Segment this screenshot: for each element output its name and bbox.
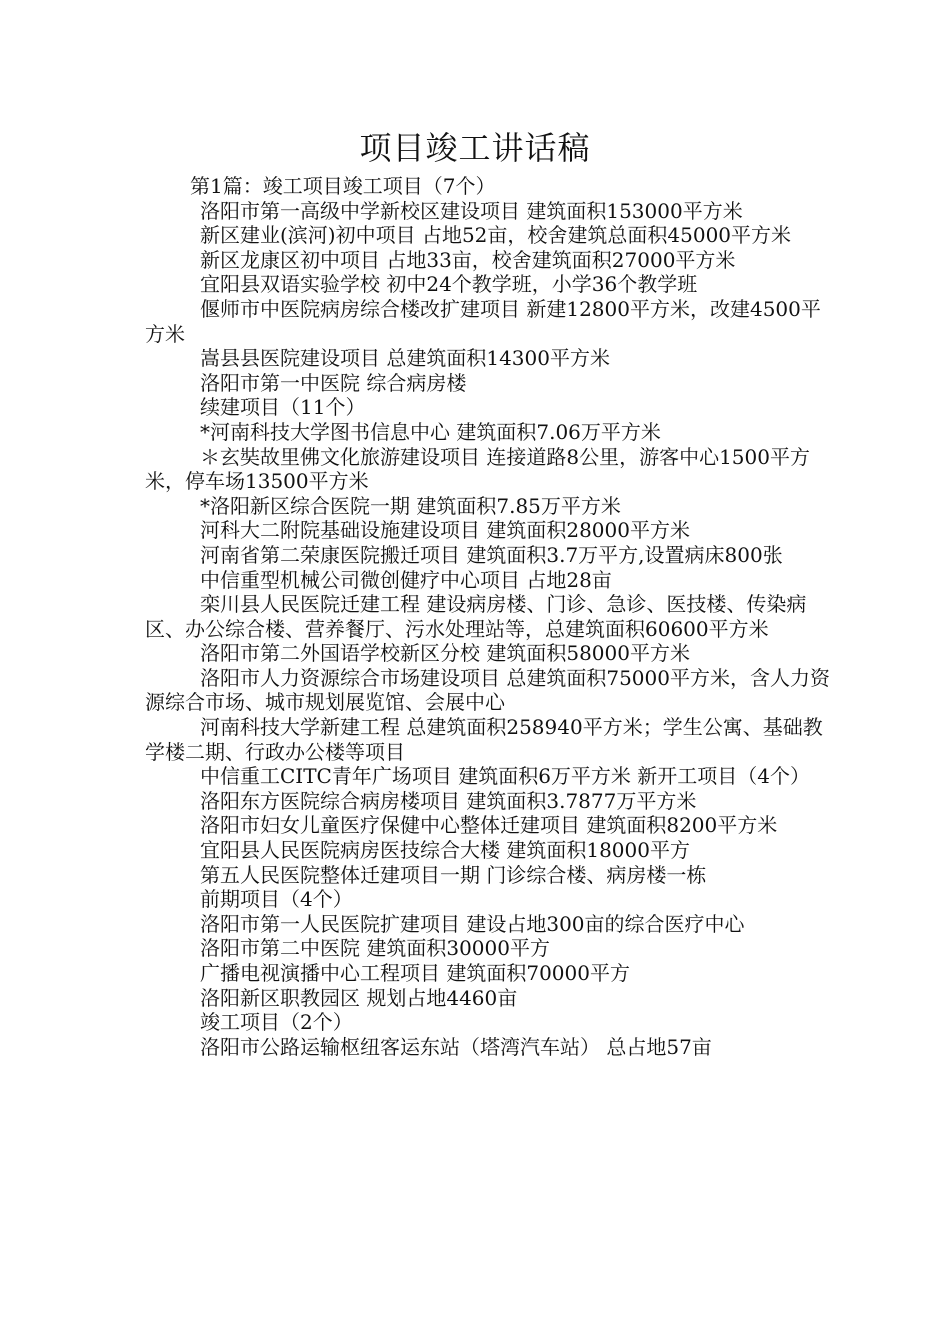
project-entry: *河南科技大学图书信息中心 建筑面积7.06万平方米 [200,419,661,444]
project-entry: 新区建业(滨河)初中项目 占地52亩，校舍建筑总面积45000平方米 [200,223,792,248]
project-entry: 宜阳县人民医院病房医技综合大楼 建筑面积18000平方 [200,838,690,863]
document-title: 项目竣工讲话稿 [359,129,591,167]
project-entry: 河科大二附院基础设施建设项目 建筑面积28000平方米 [200,518,690,543]
project-entry: *洛阳新区综合医院一期 建筑面积7.85万平方米 [200,493,621,518]
project-entry: 洛阳市第一高级中学新校区建设项目 建筑面积153000平方米 [200,198,743,223]
section-heading: 前期项目（4个） [200,887,353,912]
project-entry: 偃师市中医院病房综合楼改扩建项目 新建12800平方米，改建4500平方米 [145,296,821,346]
project-entry: 中信重型机械公司微创健疗中心项目 占地28亩 [200,567,612,592]
project-entry: 洛阳市妇女儿童医疗保健中心整体迁建项目 建筑面积8200平方米 [200,813,778,838]
project-entry: ＊玄奘故里佛文化旅游建设项目 连接道路8公里，游客中心1500平方米，停车场13500平方米 [145,444,810,494]
section-heading: 第1篇：竣工项目竣工项目（7个） [190,174,496,198]
project-entry: 洛阳市第二外国语学校新区分校 建筑面积58000平方米 [200,641,690,666]
project-entry: 嵩县县医院建设项目 总建筑面积14300平方米 [200,346,610,371]
document-body [145,174,830,1059]
project-entry: 中信重工CITC青年广场项目 建筑面积6万平方米 新开工项目（4个） [200,764,811,789]
project-entry: 洛阳市第一人民医院扩建项目 建设占地300亩的综合医疗中心 [200,911,745,936]
project-entry: 洛阳市人力资源综合市场建设项目 总建筑面积75000平方米，含人力资源综合市场、城市规划展览馆、会展中心 [145,665,830,715]
project-entry: 新区龙康区初中项目 占地33亩，校舍建筑面积27000平方米 [200,247,736,272]
project-entry: 栾川县人民医院迁建工程 建设病房楼、门诊、急诊、医技楼、传染病区、办公综合楼、营养餐厅、污水处理站等，总建筑面积60600平方米 [145,592,807,641]
project-entry: 河南科技大学新建工程 总建筑面积258940平方米；学生公寓、基础教学楼二期、行政办公楼等项目 [145,715,823,764]
project-entry: 宜阳县双语实验学校 初中24个教学班，小学36个教学班 [200,272,698,297]
project-entry: 洛阳市第一中医院 综合病房楼 [200,370,467,395]
project-entry: 洛阳市公路运输枢纽客运东站（塔湾汽车站） 总占地57亩 [200,1034,712,1059]
project-entry: 河南省第二荣康医院搬迁项目 建筑面积3.7万平方,设置病床800张 [200,542,783,567]
project-entry: 洛阳市第二中医院 建筑面积30000平方 [200,936,550,961]
section-heading: 续建项目（11个） [200,395,366,420]
project-entry: 第五人民医院整体迁建项目一期 门诊综合楼、病房楼一栋 [200,862,707,887]
project-entry: 广播电视演播中心工程项目 建筑面积70000平方 [200,961,630,985]
project-entry: 洛阳东方医院综合病房楼项目 建筑面积3.7877万平方米 [200,788,697,813]
project-entry: 洛阳新区职教园区 规划占地4460亩 [200,985,518,1010]
section-heading: 竣工项目（2个） [200,1010,353,1035]
